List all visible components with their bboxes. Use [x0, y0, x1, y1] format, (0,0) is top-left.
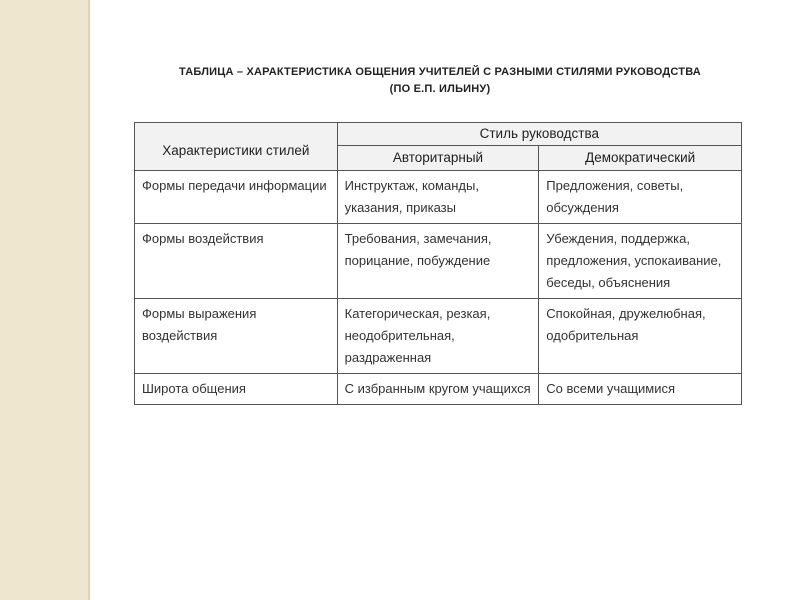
- table-header: [135, 123, 742, 171]
- table-body: [135, 171, 742, 405]
- table-row: [135, 299, 742, 374]
- table-row: [135, 171, 742, 224]
- column-header-democratic: Демократический: [539, 146, 742, 171]
- left-decorative-band: [0, 0, 88, 600]
- row-label: Формы выражения воздействия: [135, 299, 338, 374]
- cell-authoritarian: С избранным кругом учащихся: [337, 374, 539, 405]
- table-row: [135, 374, 742, 405]
- slide-title: [120, 64, 760, 98]
- cell-democratic: Со всеми учащимися: [539, 374, 742, 405]
- cell-authoritarian: Требования, замечания, порицание, побуждение: [337, 224, 539, 299]
- corner-header: Характеристики стилей: [135, 123, 338, 171]
- row-label: Формы воздействия: [135, 224, 338, 299]
- row-label: Формы передачи информации: [135, 171, 338, 224]
- leadership-style-header: Стиль руководства: [337, 123, 741, 146]
- column-header-authoritarian: Авторитарный: [337, 146, 539, 171]
- header-row-top: [135, 123, 742, 146]
- table-row: [135, 224, 742, 299]
- slide-title-line-2: (ПО Е.П. ИЛЬИНУ): [389, 83, 491, 95]
- row-label: Широта общения: [135, 374, 338, 405]
- cell-authoritarian: Инструктаж, команды, указания, приказы: [337, 171, 539, 224]
- left-band-edge: [88, 0, 90, 600]
- cell-democratic: Спокойная, дружелюбная, одобрительная: [539, 299, 742, 374]
- cell-authoritarian: Категорическая, резкая, неодобрительная, раздраженная: [337, 299, 539, 374]
- slide-title-line-1: ТАБЛИЦА – ХАРАКТЕРИСТИКА ОБЩЕНИЯ УЧИТЕЛЕЙ С РАЗНЫМИ СТИЛЯМИ РУКОВОДСТВА: [179, 66, 701, 78]
- comparison-table: [134, 122, 742, 405]
- cell-democratic: Убеждения, поддержка, предложения, успокаивание, беседы, объяснения: [539, 224, 742, 299]
- cell-democratic: Предложения, советы, обсуждения: [539, 171, 742, 224]
